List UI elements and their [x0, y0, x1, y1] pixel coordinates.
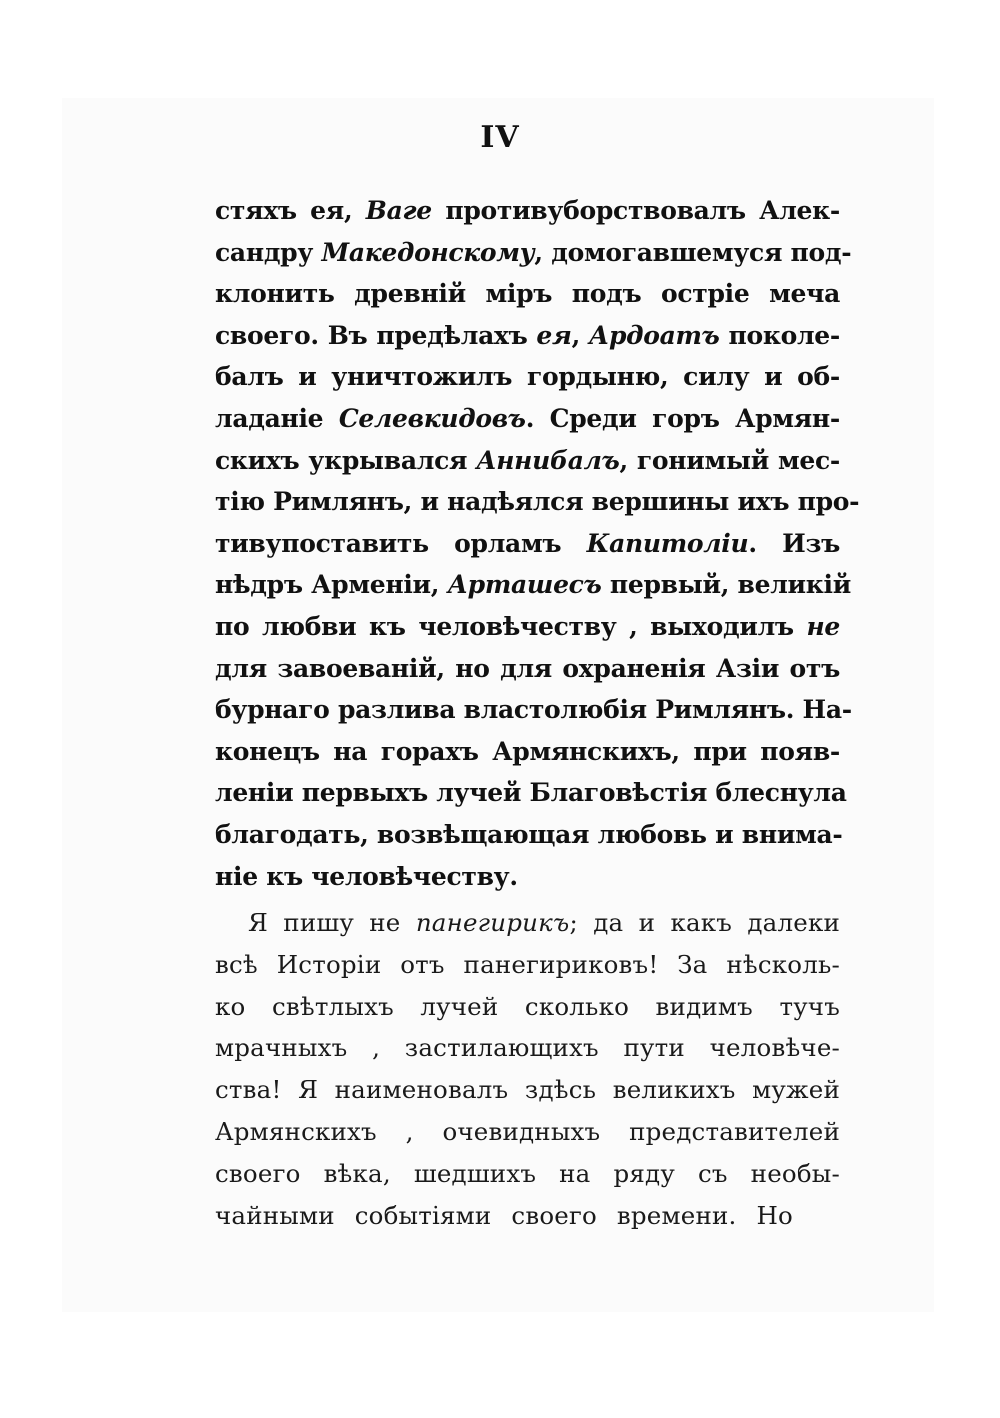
text-line — [215, 986, 840, 1028]
text-line — [215, 1069, 840, 1111]
text-segment: тію Римлянъ, и надѣялся вершины ихъ про- — [215, 487, 860, 517]
text-line — [215, 1153, 840, 1195]
text-segment: скихъ укрывался — [215, 445, 477, 475]
text-line — [248, 902, 840, 944]
text-segment: поколе- — [719, 320, 840, 350]
text-line — [215, 356, 840, 398]
text-line — [215, 648, 840, 690]
text-segment: , — [571, 320, 589, 350]
text-segment: нѣдръ Арменіи, — [215, 570, 448, 600]
text-segment: по любви къ человѣчеству , выходилъ — [215, 612, 807, 641]
italic-text: Селевкидовъ — [338, 404, 526, 433]
text-line — [215, 814, 843, 856]
text-line — [215, 689, 852, 731]
text-segment: леніи первыхъ лучей Благовѣстія блеснула — [215, 778, 847, 808]
text-line — [215, 606, 840, 648]
text-line — [215, 190, 840, 232]
text-segment: бурнаго разлива властолюбія Римлянъ. На- — [215, 695, 852, 725]
text-line — [215, 731, 840, 773]
italic-text: Аннибалъ — [476, 445, 620, 475]
text-segment: конецъ на горахъ Армянскихъ, при появ- — [215, 736, 840, 766]
text-segment: ства! Я наименовалъ здѣсь великихъ мужей — [215, 1075, 840, 1105]
text-segment: сандру — [215, 237, 322, 267]
text-line — [215, 1027, 840, 1069]
text-line — [215, 772, 847, 814]
text-segment: балъ и уничтожилъ гордыню, силу и об- — [215, 362, 840, 392]
text-segment: первый, великій — [601, 570, 851, 600]
italic-text: Ваге — [365, 196, 432, 225]
italic-text: Капитоліи — [586, 528, 749, 558]
text-segment: тивупоставить орламъ — [215, 528, 587, 558]
text-segment: Я пишу не — [248, 908, 416, 937]
text-segment: стяхъ ея, — [215, 196, 366, 225]
text-segment: . Изъ — [748, 528, 840, 558]
text-segment: , гонимый мес- — [619, 445, 840, 475]
text-segment: , домогавшемуся под- — [534, 237, 852, 267]
text-segment: ладаніе — [215, 404, 339, 433]
text-line — [215, 315, 840, 357]
text-segment: своего вѣка, шедшихъ на ряду съ необы- — [215, 1158, 840, 1188]
text-segment: . Среди горъ Армян- — [525, 404, 840, 433]
italic-text: панегирикъ — [415, 908, 570, 937]
text-line — [215, 944, 840, 986]
text-segment: ; да и какъ далеки — [569, 908, 840, 937]
text-segment: противуборствовалъ Алек- — [431, 196, 840, 225]
italic-text: не — [806, 612, 840, 641]
text-segment: ко свѣтлыхъ лучей сколько видимъ тучъ — [215, 991, 840, 1021]
italic-text: ея — [536, 320, 572, 350]
text-line — [215, 232, 852, 274]
text-segment: для завоеваній, но для охраненія Азіи отъ — [215, 653, 840, 683]
text-segment: Армянскихъ , очевидныхъ представителей — [215, 1117, 840, 1146]
text-line — [215, 856, 840, 898]
text-line — [215, 564, 851, 606]
italic-text: Ардоатъ — [588, 320, 720, 350]
text-segment: ніе къ человѣчеству. — [215, 861, 518, 891]
text-line — [215, 481, 860, 523]
text-line — [215, 523, 840, 565]
text-segment: благодать, возвѣщающая любовь и внима- — [215, 820, 843, 849]
page-number: IV — [480, 120, 520, 155]
text-line — [215, 1111, 840, 1153]
italic-text: Македонскому — [321, 237, 535, 267]
text-line — [215, 273, 840, 315]
text-line — [215, 440, 840, 482]
text-line — [215, 398, 840, 440]
italic-text: Арташесъ — [447, 570, 602, 600]
text-segment: клонить древній міръ подъ остріе меча — [215, 279, 840, 309]
text-segment: чайными событіями своего времени. Но — [215, 1200, 793, 1230]
text-segment: своего. Въ предѣлахъ — [215, 320, 537, 350]
text-segment: всѣ Исторіи отъ панегириковъ! За нѣсколь- — [215, 949, 840, 979]
text-line — [215, 1195, 793, 1237]
text-segment: мрачныхъ , застилающихъ пути человѣче- — [215, 1033, 840, 1063]
